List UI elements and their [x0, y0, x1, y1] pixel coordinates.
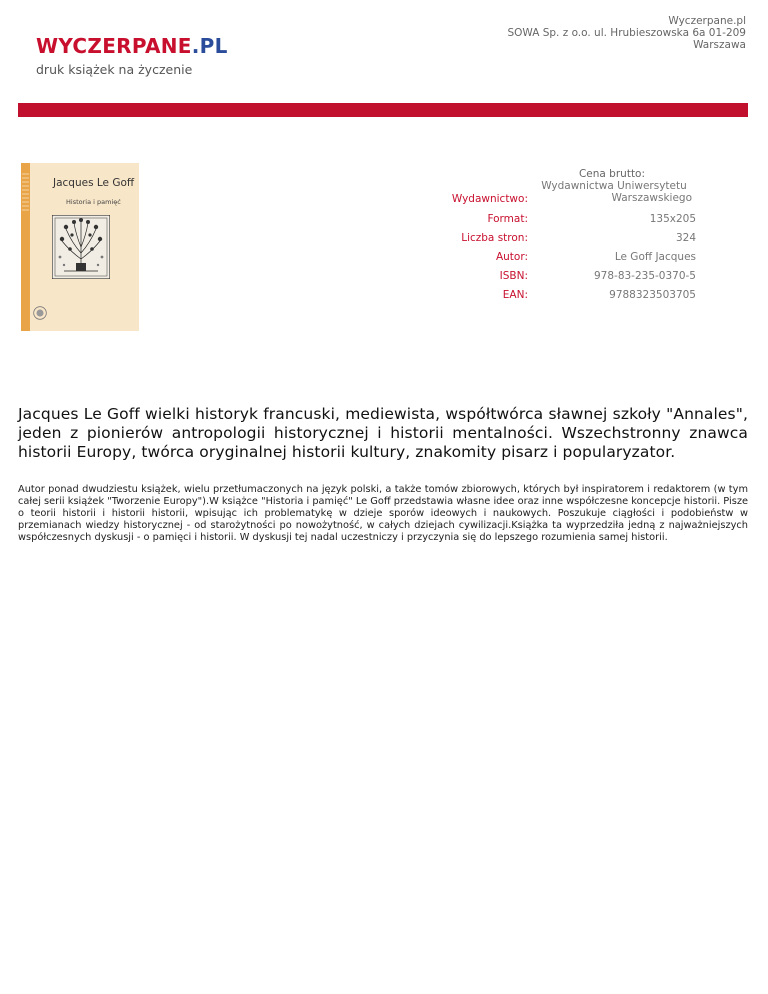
- publisher-label: Wydawnictwo:: [451, 193, 528, 205]
- ean-label: EAN:: [502, 289, 528, 301]
- ean-value: 9788323503705: [609, 289, 696, 301]
- company-address: [507, 15, 746, 51]
- site-logo[interactable]: [36, 36, 228, 77]
- cover-title: Historia i pamięć: [66, 198, 121, 206]
- company-name: Wyczerpane.pl: [668, 15, 746, 27]
- isbn-label: ISBN:: [499, 270, 528, 282]
- cover-author: Jacques Le Goff: [53, 177, 135, 189]
- detail-row-isbn: [440, 270, 700, 288]
- isbn-value: 978-83-235-0370-5: [593, 270, 696, 282]
- detail-row-format: [440, 213, 700, 231]
- detail-row-price: [440, 168, 700, 180]
- book-cover-image: [21, 163, 139, 331]
- company-street: SOWA Sp. z o.o. ul. Hrubieszowska 6a 01-209: [507, 27, 746, 39]
- logo-tagline: druk książek na życzenie: [36, 62, 193, 77]
- detail-row-author: [440, 251, 700, 269]
- detail-row-ean: [440, 289, 700, 307]
- detail-row-pages: [440, 232, 700, 250]
- cover-spine-stripe: [21, 163, 30, 331]
- format-label: Format:: [487, 213, 528, 225]
- pages-label: Liczba stron:: [461, 232, 528, 244]
- cover-tree-engraving: [52, 215, 110, 279]
- company-city: Warszawa: [693, 39, 746, 51]
- book-details-table: [440, 168, 700, 307]
- price-label: Cena brutto:: [578, 168, 646, 180]
- header-divider-bar: [18, 103, 748, 117]
- publisher-emblem: [33, 306, 47, 320]
- publisher-value: Wydawnictwa Uniwersytetu Warszawskiego: [541, 180, 692, 204]
- book-headline: Jacques Le Goff wielki historyk francuski, mediewista, współtwórca sławnej szkoły "Annales", jeden z pionierów antropologii historycznej i historii mentalności. Wszechstronny znawca historii Europy, twórca oryginalnej historii kultury, znakomity pisarz i popularyzator.: [18, 405, 748, 461]
- author-value: Le Goff Jacques: [614, 251, 696, 263]
- author-label: Autor:: [495, 251, 528, 263]
- pages-value: 324: [675, 232, 696, 244]
- book-description: Autor ponad dwudziestu książek, wielu przetłumaczonych na język polski, a także tomów zbiorowych, których był inspiratorem i redaktorem (w tym całej serii książek "Tworzenie Europy").W książce "Historia i pamięć" Le Goff przedstawia własne idee oraz inne współczesne koncepcje historii. Pisze o teorii historii i historii historii, wpisując ich problematykę w dzieje sporów ideowych i naukowych. Poszukuje ciągłości i podobieństw w przemianach wiedzy historycznej - od starożytności po nowożytność, w całych dziejach cywilizacji.Książka ta wyprzedziła jedną z najważniejszych współczesnych dyskusji - o pamięci i historii. W dyskusji tej nadal uczestniczy i przyczynia się do lepszego rozumienia samej historii.: [18, 484, 748, 543]
- detail-row-publisher: [440, 180, 700, 206]
- format-value: 135x205: [649, 213, 696, 225]
- logo-wordmark: WYCZERPANE.PL: [36, 34, 228, 58]
